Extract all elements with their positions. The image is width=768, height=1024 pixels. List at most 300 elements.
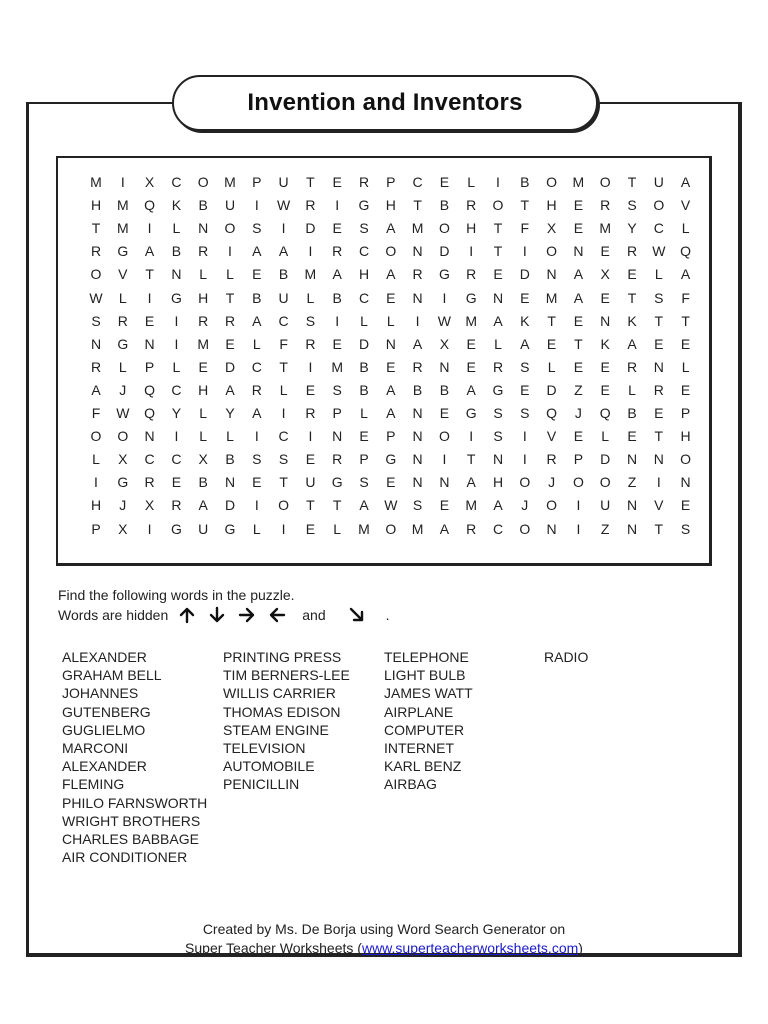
grid-letter: E: [627, 428, 637, 445]
grid-letter: P: [91, 520, 101, 537]
grid-letter: D: [305, 220, 316, 237]
grid-row: [0, 425, 768, 448]
grid-letter: G: [358, 197, 370, 214]
grid-letter: J: [548, 474, 556, 491]
grid-letter: V: [118, 266, 128, 283]
grid-letter: N: [653, 451, 664, 468]
grid-letter: R: [600, 197, 611, 214]
grid-letter: D: [224, 497, 236, 514]
grid-letter: E: [439, 405, 450, 421]
grid-letter: U: [224, 197, 236, 214]
grid-letter: R: [626, 358, 638, 375]
grid-letter: T: [681, 312, 690, 329]
grid-letter: E: [439, 174, 450, 190]
footer-website-link[interactable]: www.superteacherworksheets.com: [361, 940, 579, 956]
grid-letter: R: [171, 497, 182, 514]
grid-letter: W: [652, 243, 666, 260]
grid-letter: T: [574, 335, 583, 352]
grid-letter: X: [118, 451, 128, 468]
word-list-item: FLEMING: [62, 776, 125, 793]
grid-letter: E: [386, 358, 396, 375]
grid-letter: E: [600, 289, 610, 306]
grid-letter: A: [493, 497, 503, 514]
grid-letter: O: [519, 474, 531, 491]
grid-letter: R: [198, 243, 209, 260]
grid-letter: L: [547, 358, 556, 375]
grid-letter: S: [654, 289, 664, 306]
grid-letter: O: [278, 497, 290, 514]
grid-letter: E: [225, 335, 235, 352]
grid-letter: V: [654, 497, 664, 514]
grid-letter: A: [520, 335, 530, 352]
grid-letter: L: [226, 266, 234, 283]
grid-letter: H: [492, 474, 504, 491]
grid-letter: E: [305, 520, 316, 537]
word-list-item: INTERNET: [384, 740, 454, 757]
word-list-item: AIRBAG: [384, 776, 437, 793]
grid-letter: L: [118, 358, 127, 375]
grid-letter: E: [600, 358, 610, 375]
grid-letter: O: [546, 243, 558, 260]
grid-letter: O: [599, 474, 611, 491]
grid-letter: I: [469, 428, 474, 445]
grid-letter: S: [91, 312, 101, 329]
grid-letter: P: [680, 405, 691, 421]
grid-letter: X: [144, 497, 155, 514]
grid-letter: K: [627, 312, 637, 329]
grid-letter: M: [90, 174, 102, 190]
grid-letter: T: [493, 220, 503, 237]
grid-letter: P: [332, 405, 342, 421]
grid-letter: X: [118, 520, 128, 537]
grid-letter: G: [331, 474, 343, 491]
grid-letter: L: [226, 428, 234, 445]
grid-letter: H: [680, 428, 691, 445]
grid-letter: T: [466, 451, 476, 468]
grid-letter: E: [573, 312, 584, 329]
grid-letter: E: [520, 289, 530, 306]
grid-letter: R: [466, 520, 477, 537]
left-arrow-icon: [268, 606, 288, 624]
word-list-item: ALEXANDER: [62, 758, 147, 775]
instructions-and: and: [302, 607, 326, 623]
grid-letter: G: [465, 405, 477, 421]
grid-letter: E: [144, 312, 155, 329]
grid-letter: B: [198, 197, 208, 214]
grid-letter: H: [90, 197, 102, 214]
grid-letter: L: [252, 520, 261, 537]
grid-letter: C: [144, 451, 155, 468]
grid-letter: I: [254, 197, 259, 214]
grid-letter: T: [225, 289, 235, 306]
grid-letter: O: [224, 220, 236, 237]
grid-letter: J: [119, 497, 127, 514]
instructions-line-2: [58, 606, 390, 624]
grid-letter: D: [600, 451, 611, 468]
grid-letter: A: [144, 243, 155, 260]
grid-letter: S: [359, 474, 369, 491]
grid-letter: P: [359, 451, 369, 468]
grid-letter: L: [252, 335, 261, 352]
grid-letter: L: [172, 358, 181, 375]
page-title: Invention and Inventors: [247, 89, 523, 116]
grid-letter: A: [386, 381, 396, 398]
word-list-item: LIGHT BULB: [384, 667, 466, 684]
grid-letter: M: [572, 174, 585, 190]
grid-letter: F: [681, 289, 690, 306]
grid-letter: E: [546, 335, 557, 352]
word-list-item: RADIO: [544, 649, 589, 665]
grid-row: [0, 240, 768, 263]
grid-letter: T: [627, 289, 637, 306]
grid-letter: W: [116, 405, 130, 421]
grid-row: [0, 171, 768, 194]
word-list-item: TELEVISION: [223, 740, 306, 757]
grid-letter: Q: [680, 243, 692, 260]
grid-letter: C: [171, 451, 182, 468]
grid-letter: R: [358, 174, 370, 190]
grid-letter: E: [305, 451, 316, 468]
grid-letter: M: [599, 220, 612, 237]
grid-letter: B: [439, 197, 450, 214]
grid-letter: J: [521, 497, 529, 514]
word-list-item: PRINTING PRESS: [223, 649, 342, 665]
grid-letter: A: [386, 266, 396, 283]
grid-letter: I: [147, 289, 152, 306]
grid-letter: E: [386, 289, 396, 306]
grid-letter: Z: [600, 520, 610, 537]
grid-letter: N: [546, 266, 557, 283]
grid-letter: X: [198, 451, 208, 468]
grid-letter: A: [359, 497, 369, 514]
grid-letter: O: [572, 474, 584, 491]
grid-letter: B: [278, 266, 289, 283]
grid-letter: A: [680, 174, 691, 190]
grid-letter: S: [627, 197, 637, 214]
grid-letter: C: [412, 174, 423, 190]
grid-letter: N: [626, 497, 638, 514]
word-list-item: AUTOMOBILE: [223, 758, 315, 775]
grid-letter: O: [438, 220, 450, 237]
grid-letter: G: [170, 289, 182, 306]
grid-letter: C: [278, 312, 289, 329]
grid-letter: H: [385, 197, 396, 214]
grid-row: [0, 448, 768, 471]
grid-letter: G: [117, 335, 129, 352]
grid-letter: P: [573, 451, 584, 468]
grid-letter: Z: [574, 381, 583, 398]
grid-letter: I: [174, 335, 179, 352]
grid-letter: D: [519, 266, 530, 283]
grid-letter: E: [332, 335, 342, 352]
grid-letter: A: [412, 335, 423, 352]
grid-letter: L: [172, 220, 181, 237]
grid-letter: H: [466, 220, 477, 237]
grid-letter: W: [384, 497, 398, 514]
grid-letter: P: [144, 358, 155, 375]
grid-letter: R: [198, 312, 209, 329]
grid-letter: A: [680, 266, 691, 283]
grid-letter: L: [199, 428, 208, 445]
grid-letter: M: [411, 220, 424, 237]
grid-letter: E: [573, 358, 584, 375]
word-list-item: GRAHAM BELL: [62, 667, 162, 684]
grid-letter: T: [654, 312, 664, 329]
grid-letter: I: [281, 220, 286, 237]
grid-letter: V: [680, 197, 691, 214]
word-list-item: ALEXANDER: [62, 649, 147, 665]
footer-source-prefix: Super Teacher Worksheets (: [185, 940, 362, 956]
grid-letter: T: [547, 312, 556, 329]
grid-letter: X: [439, 335, 450, 352]
grid-letter: L: [386, 312, 395, 329]
grid-letter: O: [385, 520, 397, 537]
grid-letter: H: [198, 381, 209, 398]
grid-letter: R: [332, 451, 343, 468]
grid-letter: I: [254, 497, 259, 514]
instructions-hidden-label: Words are hidden: [58, 607, 169, 623]
grid-letter: N: [412, 474, 423, 491]
instructions-period: .: [385, 607, 390, 623]
grid-row: [0, 263, 768, 286]
grid-letter: B: [198, 474, 208, 491]
word-list-item: TIM BERNERS-LEE: [223, 667, 350, 684]
word-list-item: MARCONI: [62, 740, 129, 757]
grid-letter: E: [520, 381, 530, 398]
grid-letter: A: [493, 312, 503, 329]
grid-letter: E: [252, 266, 262, 283]
grid-letter: H: [546, 197, 557, 214]
grid-letter: L: [92, 451, 100, 468]
grid-letter: Q: [599, 405, 611, 421]
grid-letter: L: [681, 220, 690, 237]
grid-letter: E: [493, 266, 503, 283]
grid-letter: U: [278, 174, 289, 190]
grid-letter: J: [574, 405, 582, 421]
grid-row: [0, 287, 768, 310]
grid-letter: D: [358, 335, 370, 352]
grid-letter: N: [412, 405, 423, 421]
grid-letter: R: [90, 358, 102, 375]
grid-letter: N: [492, 451, 504, 468]
grid-letter: H: [358, 266, 370, 283]
word-list-item: KARL BENZ: [384, 758, 462, 775]
grid-letter: Y: [627, 220, 637, 237]
grid-letter: R: [466, 197, 477, 214]
grid-letter: D: [546, 381, 557, 398]
grid-letter: O: [546, 497, 558, 514]
word-list-item: GUGLIELMO: [62, 721, 146, 738]
grid-letter: L: [199, 266, 208, 283]
grid-letter: Y: [171, 405, 182, 421]
grid-letter: R: [144, 474, 155, 491]
down-right-arrow-icon: [348, 606, 368, 624]
grid-letter: A: [386, 220, 396, 237]
grid-row: [0, 333, 768, 356]
grid-letter: I: [335, 312, 340, 329]
grid-letter: L: [628, 381, 636, 398]
grid-letter: N: [332, 428, 343, 445]
grid-letter: N: [626, 451, 638, 468]
down-arrow-icon: [208, 606, 228, 624]
grid-letter: L: [118, 289, 127, 306]
grid-letter: E: [600, 243, 610, 260]
grid-letter: R: [492, 358, 504, 375]
grid-row: [0, 402, 768, 425]
grid-letter: S: [412, 497, 423, 514]
grid-letter: L: [306, 289, 315, 306]
grid-letter: L: [360, 312, 368, 329]
grid-letter: W: [437, 312, 451, 329]
grid-letter: N: [171, 266, 182, 283]
grid-letter: W: [89, 289, 103, 306]
grid-letter: O: [90, 428, 102, 445]
grid-letter: R: [412, 358, 423, 375]
grid-letter: C: [358, 243, 370, 260]
grid-letter: L: [360, 405, 368, 421]
grid-letter: T: [627, 174, 637, 190]
grid-letter: A: [439, 520, 450, 537]
grid-letter: K: [520, 312, 530, 329]
grid-letter: O: [599, 174, 611, 190]
title-banner: [172, 75, 598, 131]
grid-letter: N: [546, 520, 557, 537]
grid-letter: I: [120, 174, 125, 190]
grid-letter: P: [386, 428, 396, 445]
grid-letter: E: [627, 266, 637, 283]
grid-letter: R: [546, 451, 557, 468]
grid-letter: K: [600, 335, 610, 352]
grid-letter: T: [413, 197, 422, 214]
grid-letter: R: [305, 405, 316, 421]
grid-letter: G: [117, 243, 129, 260]
word-list-item: THOMAS EDISON: [223, 703, 341, 720]
grid-letter: S: [493, 428, 503, 445]
grid-letter: M: [411, 520, 424, 537]
grid-letter: I: [308, 428, 313, 445]
grid-letter: N: [600, 312, 611, 329]
grid-letter: I: [174, 312, 179, 329]
grid-letter: I: [335, 197, 340, 214]
grid-letter: R: [305, 197, 316, 214]
grid-letter: E: [573, 428, 584, 445]
grid-letter: G: [492, 381, 504, 398]
grid-letter: I: [281, 405, 286, 421]
grid-letter: N: [224, 474, 236, 491]
grid-letter: R: [653, 381, 664, 398]
grid-letter: N: [492, 289, 504, 306]
grid-letter: I: [94, 474, 98, 491]
grid-letter: R: [90, 243, 102, 260]
grid-letter: N: [680, 474, 691, 491]
grid-letter: T: [145, 266, 154, 283]
grid-letter: L: [467, 174, 476, 190]
grid-letter: C: [653, 220, 664, 237]
grid-letter: X: [600, 266, 610, 283]
grid-letter: N: [412, 428, 423, 445]
grid-letter: Q: [546, 405, 558, 421]
grid-letter: G: [465, 289, 477, 306]
grid-letter: N: [412, 289, 423, 306]
grid-letter: N: [90, 335, 102, 352]
grid-letter: O: [90, 266, 102, 283]
grid-letter: E: [466, 335, 476, 352]
grid-row: [0, 379, 768, 402]
grid-letter: E: [680, 381, 691, 398]
grid-letter: O: [385, 243, 397, 260]
grid-letter: A: [91, 381, 101, 398]
footer-source-suffix: ): [578, 940, 583, 956]
word-list-item: WILLIS CARRIER: [223, 685, 336, 702]
word-list-item: TELEPHONE: [384, 649, 469, 665]
grid-letter: F: [279, 335, 288, 352]
grid-letter: D: [439, 243, 450, 260]
grid-letter: R: [412, 266, 423, 283]
grid-row: [0, 471, 768, 494]
word-list-column-3: [384, 648, 473, 794]
grid-letter: L: [601, 428, 610, 445]
grid-letter: R: [626, 243, 638, 260]
word-list-item: GUTENBERG: [62, 703, 151, 720]
grid-letter: N: [144, 335, 155, 352]
grid-letter: I: [656, 474, 661, 491]
grid-letter: O: [653, 197, 665, 214]
grid-letter: S: [493, 405, 503, 421]
grid-letter: A: [252, 405, 262, 421]
grid-letter: E: [252, 474, 262, 491]
grid-letter: L: [654, 266, 663, 283]
grid-letter: E: [305, 381, 316, 398]
grid-letter: T: [279, 358, 288, 375]
grid-letter: A: [573, 289, 584, 306]
grid-row: [0, 494, 768, 517]
grid-letter: R: [305, 335, 316, 352]
grid-letter: T: [654, 428, 664, 445]
grid-letter: A: [332, 266, 342, 283]
grid-letter: U: [600, 497, 611, 514]
word-list-item: WRIGHT BROTHERS: [62, 812, 201, 829]
grid-letter: G: [224, 520, 236, 537]
grid-letter: W: [276, 197, 291, 214]
grid-letter: M: [358, 520, 370, 537]
grid-letter: Q: [144, 381, 156, 398]
instructions-line-1: Find the following words in the puzzle.: [58, 587, 295, 603]
grid-letter: L: [494, 335, 502, 352]
grid-letter: E: [332, 174, 342, 190]
grid-letter: L: [333, 520, 342, 537]
word-list-item: CHARLES BABBAGE: [62, 831, 199, 848]
grid-letter: O: [519, 520, 531, 537]
grid-letter: E: [680, 335, 691, 352]
grid-letter: X: [144, 174, 155, 190]
grid-letter: T: [279, 474, 288, 491]
grid-letter: B: [412, 381, 423, 398]
grid-letter: C: [278, 428, 289, 445]
grid-letter: S: [278, 451, 289, 468]
grid-letter: Y: [225, 405, 235, 421]
grid-letter: B: [359, 358, 369, 375]
grid-row: [0, 356, 768, 379]
grid-letter: M: [331, 358, 344, 375]
grid-letter: S: [680, 520, 691, 537]
grid-letter: T: [91, 220, 101, 237]
grid-letter: K: [171, 197, 182, 214]
grid-letter: A: [225, 381, 235, 398]
grid-letter: C: [358, 289, 370, 306]
grid-letter: R: [466, 266, 477, 283]
grid-letter: I: [496, 174, 500, 190]
grid-letter: V: [546, 428, 557, 445]
